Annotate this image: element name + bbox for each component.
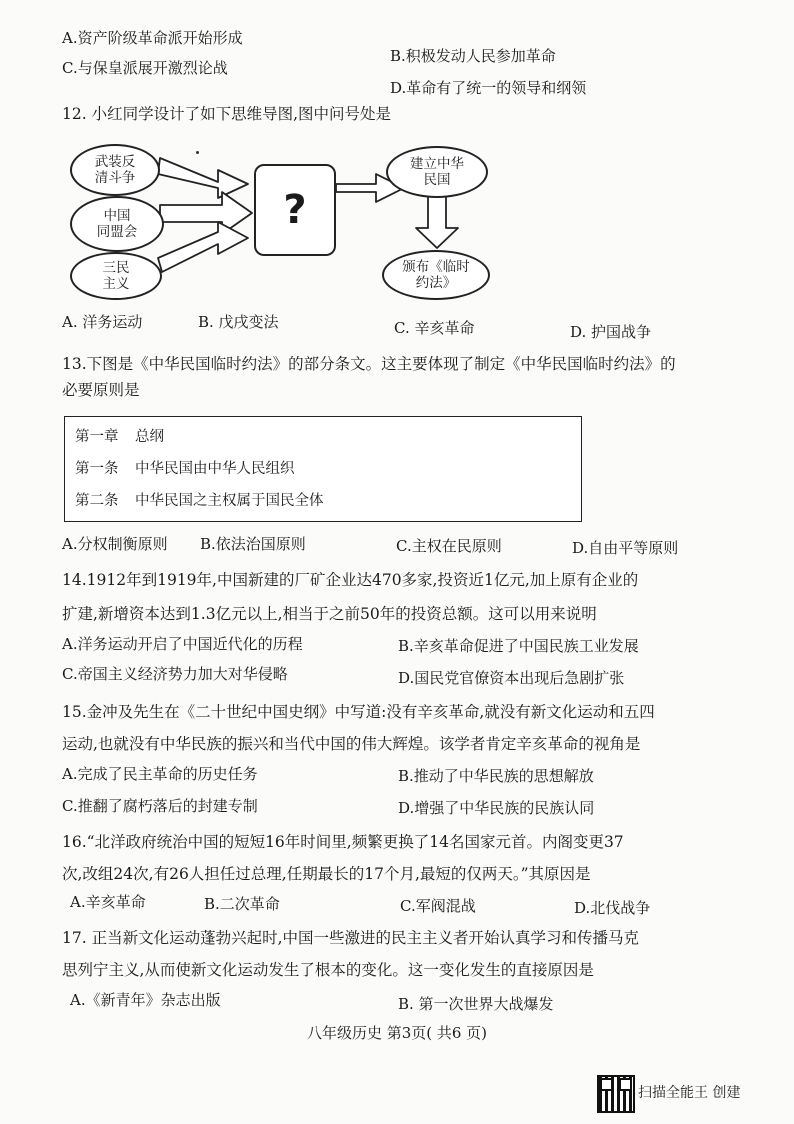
q14-option-d: D.国民党官僚资本出现后急剧扩张: [398, 669, 625, 687]
q13-option-d: D.自由平等原则: [572, 539, 679, 557]
arrow-3: [158, 222, 248, 272]
q15-stem-line2: 运动,也就没有中华民族的振兴和当代中国的伟大辉煌。该学者肯定辛亥革命的视角是: [62, 735, 641, 753]
law-line-2-text: 中华民国由中华人民组织: [135, 461, 295, 477]
law-line-1-text: 总纲: [135, 429, 164, 445]
mindmap-node-tongmenghui: 中国 同盟会: [70, 196, 164, 252]
q15-option-c: C.推翻了腐朽落后的封建专制: [62, 797, 258, 815]
q12-stem: 12. 小红同学设计了如下思维导图,图中问号处是: [62, 105, 392, 123]
law-line-2-label: 第一条: [75, 461, 119, 477]
q16-stem-line1: 16.“北洋政府统治中国的短短16年时间里,频繁更换了14名国家元首。内阁变更37: [62, 833, 624, 851]
law-line-2: [75, 457, 295, 478]
arrow-2: [160, 192, 252, 234]
q15-option-d: D.增强了中华民族的民族认同: [398, 799, 595, 817]
mindmap-node-three-principles: 三民 主义: [70, 252, 162, 300]
q17-stem-line1: 17. 正当新文化运动蓬勃兴起时,中国一些激进的民主主义者开始认真学习和传播马克: [62, 929, 640, 947]
q11-option-d: D.革命有了统一的领导和纲领: [390, 79, 587, 97]
q16-option-d: D.北伐战争: [574, 899, 651, 917]
mindmap-question-box: ?: [254, 164, 336, 256]
mindmap-node-armed-struggle: 武装反 清斗争: [70, 144, 160, 196]
q13-stem-line2: 必要原则是: [62, 381, 140, 399]
q12-option-b: B. 戊戌变法: [198, 313, 279, 331]
mindmap-node-establish-roc: 建立中华 民国: [386, 146, 488, 198]
q14-stem-line1: 14.1912年到1919年,中国新建的厂矿企业达470多家,投资近1亿元,加上原有企业的: [62, 571, 639, 589]
q12-option-c: C. 辛亥革命: [394, 319, 475, 337]
q12-option-d: D. 护国战争: [570, 323, 652, 341]
q13-stem-line1: 13.下图是《中华民国临时约法》的部分条文。这主要体现了制定《中华民国临时约法》的: [62, 355, 676, 373]
law-line-1: [75, 425, 164, 446]
arrow-1: [158, 158, 248, 198]
q16-option-c: C.军阀混战: [400, 897, 476, 915]
q15-option-a: A.完成了民主革命的历史任务: [62, 765, 258, 783]
q13-option-a: A.分权制衡原则: [62, 535, 168, 553]
page-footer: 八年级历史 第3页( 共6 页): [306, 1024, 488, 1042]
law-line-1-label: 第一章: [75, 429, 119, 445]
q16-option-b: B.二次革命: [204, 895, 280, 913]
law-line-3-text: 中华民国之主权属于国民全体: [135, 493, 324, 509]
q17-option-b: B. 第一次世界大战爆发: [398, 995, 554, 1013]
law-line-3: [75, 489, 324, 510]
law-excerpt-box: [64, 416, 582, 522]
mindmap-node-provisional-constitution: 颁布《临时 约法》: [382, 250, 490, 300]
q15-stem-line1: 15.金冲及先生在《二十世纪中国史纲》中写道:没有辛亥革命,就没有新文化运动和五四: [62, 703, 655, 721]
law-line-3-label: 第二条: [75, 493, 119, 509]
scanner-watermark: 扫描全能王 创建: [638, 1085, 741, 1101]
q17-option-a: A.《新青年》杂志出版: [70, 991, 221, 1009]
q14-option-c: C.帝国主义经济势力加大对华侵略: [62, 665, 288, 683]
q14-option-a: A.洋务运动开启了中国近代化的历程: [62, 635, 303, 653]
qr-code-icon: [597, 1075, 635, 1113]
q17-stem-line2: 思列宁主义,从而使新文化运动发生了根本的变化。这一变化发生的直接原因是: [62, 961, 594, 979]
q16-stem-line2: 次,改组24次,有26人担任过总理,任期最长的17个月,最短的仅两天。”其原因是: [62, 865, 591, 883]
q13-option-b: B.依法治国原则: [200, 535, 306, 553]
q11-option-a: A.资产阶级革命派开始形成: [62, 29, 243, 47]
arrow-5: [416, 196, 458, 248]
q13-option-c: C.主权在民原则: [396, 537, 502, 555]
q11-option-b: B.积极发动人民参加革命: [390, 47, 556, 65]
stray-dot: [196, 151, 199, 154]
q11-option-c: C.与保皇派展开激烈论战: [62, 59, 228, 77]
q15-option-b: B.推动了中华民族的思想解放: [398, 767, 594, 785]
q16-option-a: A.辛亥革命: [70, 893, 146, 911]
q14-stem-line2: 扩建,新增资本达到1.3亿元以上,相当于之前50年的投资总额。这可以用来说明: [62, 605, 597, 623]
q12-option-a: A. 洋务运动: [62, 313, 143, 331]
q14-option-b: B.辛亥革命促进了中国民族工业发展: [398, 637, 639, 655]
